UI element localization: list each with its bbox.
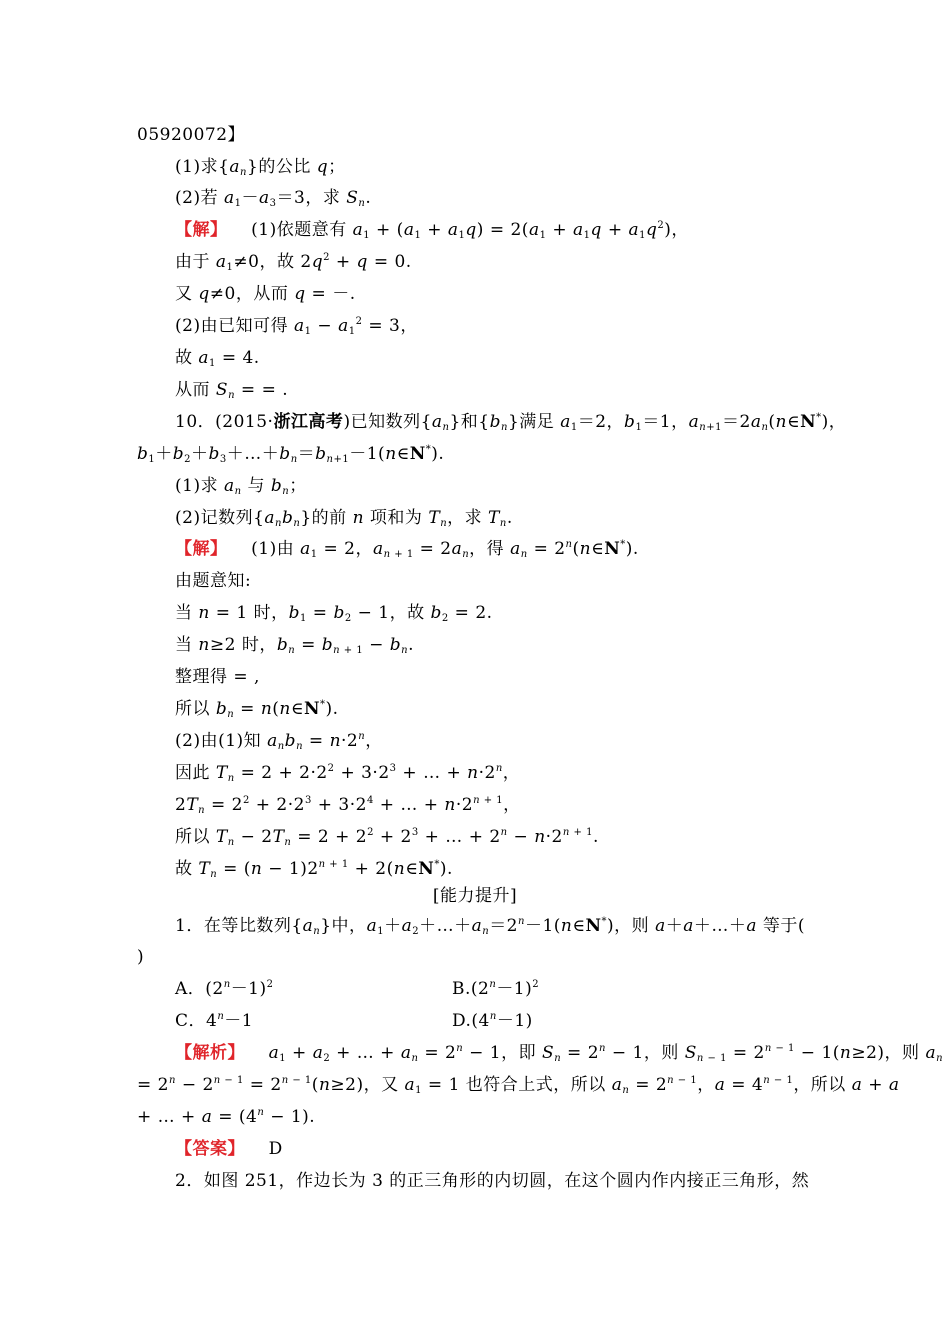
solution-line-1: 【解】 (1)依题意有 $a_1 + (a_1 + a_1q) = 2(a_1 + a_1q + a_1q^2)$， [175,220,689,241]
option-c: C．$4^n-1$ [175,1011,254,1031]
option-d: $D.(4^n-1)$ [452,1011,533,1031]
problem-10-part-1: (1)求 $a_n$ 与 $b_n$； [175,476,307,497]
question-part-2: (2)若 $a_1-a_3=3$，求 $S_n$. [175,188,372,209]
solution-tag: 【解】 [175,539,228,559]
solution-10-line-11: 故 $T_n = (n - 1)2^{n + 1}$ + 2(n∈N*). [175,859,453,880]
solution-line-2: 由于 $a_1\ne 0$，故 $2q^2 + q = 0$. [175,252,412,273]
problem-1-stem-1: 1．在等比数列$\{a_n\}$中，$a_1+a_2+\dots+a_n=2^n-1(n\in N^*)$，则 a＋a＋…＋a 等于( [175,916,806,937]
solution-10-line-4: 当 n≥2 时，$b_n = b_{n + 1} - b_n$. [175,635,414,656]
option-b: $B.(2^n-1)^2$ [452,979,540,999]
solution-10-line-8: 因此 $T_n = 2 + 2\cdot 2^2 + 3\cdot 2^3$ + … + $n\cdot 2^n$， [175,763,521,784]
problem-1-stem-2: ) [137,947,145,967]
question-part-1: (1)求$\{a_n\}$的公比 q； [175,157,346,178]
solution-line-4: (2)由已知可得 $a_1 - a_1^2 = 3$， [175,316,418,337]
solution-line-5: 故 $a_1 = 4$. [175,348,260,369]
problem-10-stem-1: 10．(2015·浙江高考)已知数列$\{a_n\}$和$\{b_n\}$满足 $a_1=2$，$b_1=1$，$a_{n+1}=2a_n(n\in N^*)$， [175,412,847,433]
solution-line-6: 从而 $S_n$ = = . [175,380,289,401]
option-a: A．$(2^n-1)^2$ [175,979,274,999]
solution-10-line-1: 【解】 (1)由 $a_1 = 2$，$a_{n + 1} = 2a_n$，得 $a_n$ = $2^n(n\in N^*)$. [175,539,639,560]
analysis-line-2: = $2^n - 2^{n - 1} = 2^{n - 1}(n\ge 2)$，又 $a_1 = 1$ 也符合上式，所以 $a_n = 2^{n - 1}$，$a = 4^{n - 1}$，所以 a + a [137,1075,900,1096]
analysis-tag: 【解析】 [175,1043,245,1063]
answer-line [175,1138,283,1160]
solution-10-line-10: 所以 $T_n - 2T_n = 2 + 2^2 + 2^3$ + … + $2^n - n\cdot 2^{n + 1}$. [175,827,599,848]
answer-tag: 【答案】 [175,1139,245,1159]
solution-tag: 【解】 [175,220,228,240]
problem-id-tail: 05920072】 [137,125,246,145]
solution-10-line-7: (2)由(1)知 $a_nb_n = n\cdot 2^n$， [175,731,383,752]
solution-10-line-9: $2T_n = 2^2 + 2\cdot 2^3 + 3\cdot 2^4$ + … + $n\cdot 2^{n + 1}$， [175,795,521,816]
problem-2-stem: 2．如图 251，作边长为 3 的正三角形的内切圆，在这个圆内作内接正三角形，然 [175,1171,810,1191]
problem-10-part-2: (2)记数列$\{a_nb_n\}$的前 n 项和为 $T_n$，求 $T_n$. [175,508,513,529]
solution-line-3: 又 q≠0，从而 q = －. [175,284,356,304]
section-title: [能力提升] [432,886,518,906]
problem-10-stem-2: $b_1+b_2+b_3+\dots+b_n=b_{n+1}-1(n\in N^*)$. [137,444,445,465]
analysis-line-1: 【解析】 $a_1 + a_2$ + … + $a_n = 2^n - 1$，即 $S_n = 2^n - 1$，则 $S_{n - 1} = 2^{n - 1} - 1(n\ge 2)$，则 $a_n$ [175,1043,944,1064]
solution-10-line-5: 整理得 = , [175,667,260,687]
analysis-line-3: + … + $a = (4^n - 1)$. [137,1107,316,1127]
answer-value: D [268,1139,283,1159]
solution-10-line-3: 当 n = 1 时，$b_1 = b_2 - 1$，故 $b_2 = 2$. [175,603,493,624]
solution-10-line-6: 所以 $b_n$ = n(n∈N*). [175,699,339,720]
solution-10-line-2: 由题意知: [175,571,252,591]
